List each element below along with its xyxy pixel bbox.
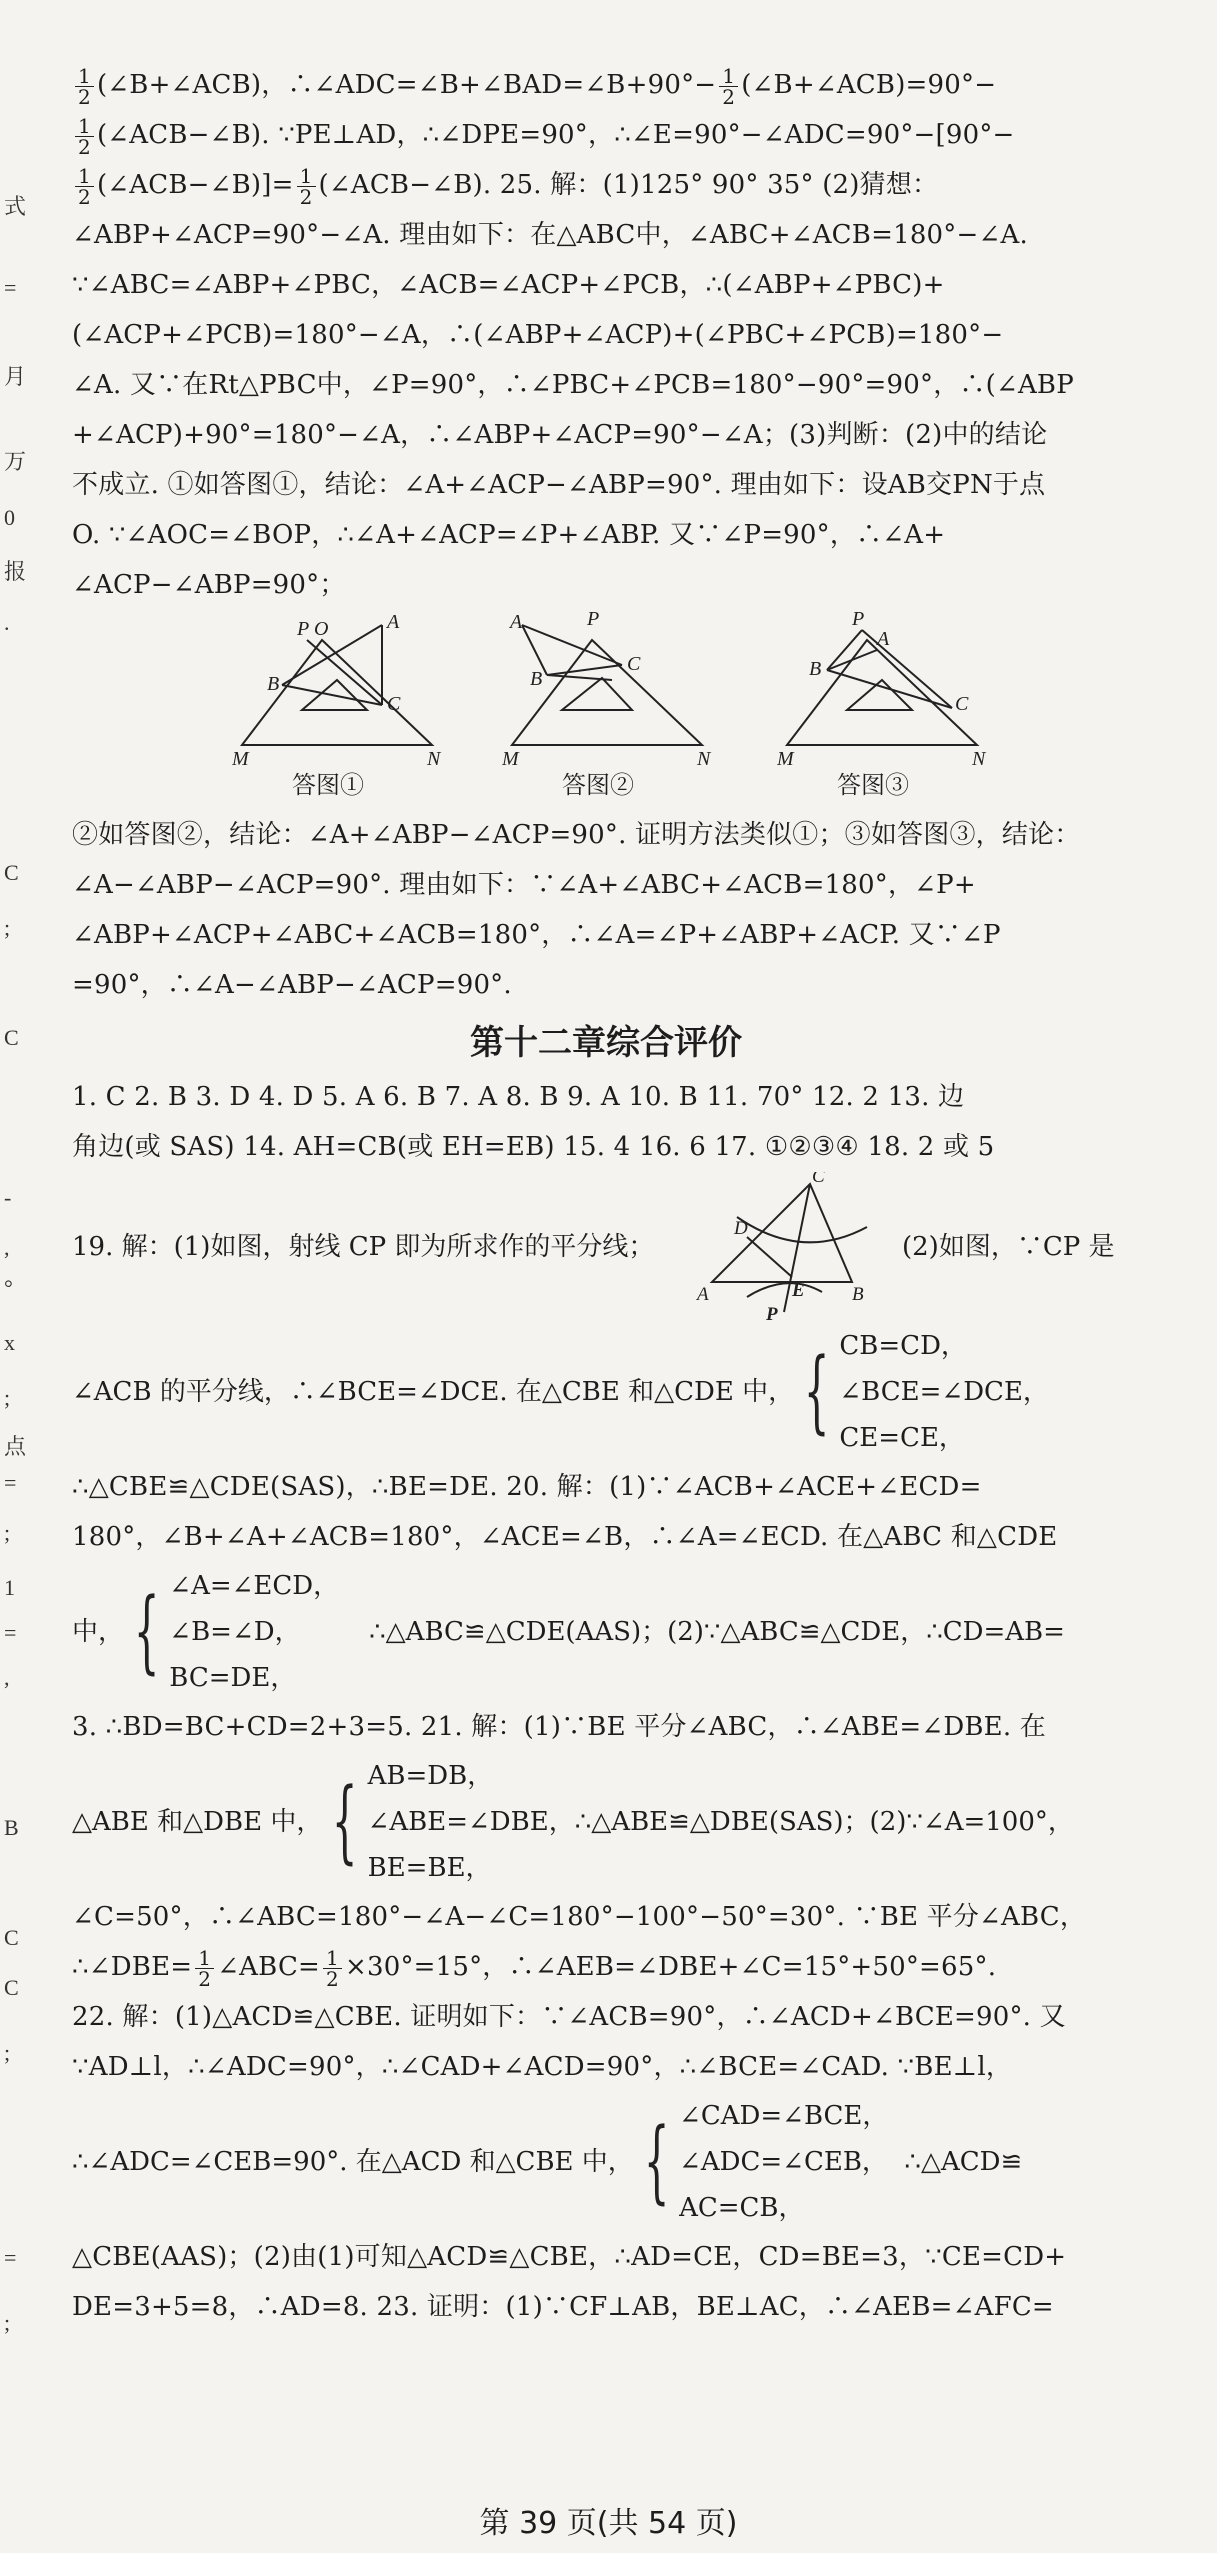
text-seg: ∴∠ADC=∠CEB=90°. 在△ACD 和△CBE 中， — [72, 2147, 634, 2177]
fig3-label-P: P — [852, 610, 865, 630]
margin-char: C — [4, 1025, 19, 1050]
fig3-label-A: A — [877, 628, 890, 650]
text-line: ②如答图②，结论：∠A+∠ABP−∠ACP=90°. 证明方法类似①；③如答图③，结论： — [72, 820, 1081, 850]
figure-2-drawing — [502, 610, 712, 770]
margin-char: 1 — [4, 1575, 15, 1600]
text-seg: ∴△ABC≌△CDE(AAS)；(2)∵△ABC≌△CDE，∴CD=AB= — [369, 1617, 1065, 1647]
figure-1 — [232, 610, 442, 799]
text-seg: ∠ACB 的平分线，∴∠BCE=∠DCE. 在△CBE 和△CDE 中， — [72, 1377, 795, 1407]
answer-line: 1. C 2. B 3. D 4. D 5. A 6. B 7. A 8. B 9. A 10. B 11. 70° 12. 2 13. 边 — [72, 1082, 965, 1112]
equation: ∠BCE=∠DCE， — [839, 1377, 1049, 1407]
fig2-label-N: N — [697, 748, 711, 770]
margin-char: = — [4, 275, 17, 300]
fig2-label-B: B — [530, 668, 543, 690]
fig3-label-C: C — [955, 693, 969, 715]
fraction — [75, 63, 94, 109]
text-line: △CBE(AAS)；(2)由(1)可知△ACD≌△CBE，∴AD=CE，CD=BE=3，∵CE=CD+ — [72, 2242, 1067, 2272]
margin-char: ; — [4, 2040, 11, 2065]
text-line: (∠ACP+∠PCB)=180°−∠A，∴(∠ABP+∠ACP)+(∠PBC+∠PCB)=180°− — [72, 320, 1004, 350]
text-seg: △ABE 和△DBE 中， — [72, 1807, 323, 1837]
fig2-label-C: C — [627, 653, 641, 675]
frac-num: 1 — [75, 116, 94, 137]
left-brace: { — [803, 1339, 830, 1444]
margin-char: 点 — [4, 1434, 27, 1459]
text-seg: (∠ACB−∠B). 25. 解：(1)125° 90° 35° (2)猜想： — [318, 170, 939, 200]
fig3-label-M: M — [777, 748, 794, 770]
answer-line: 角边(或 SAS) 14. AH=CB(或 EH=EB) 15. 4 16. 6 17. ①②③④ 18. 2 或 5 — [72, 1132, 995, 1162]
text-line: ∠A. 又∵在Rt△PBC中，∠P=90°，∴∠PBC+∠PCB=180°−90°=90°，∴(∠ABP — [72, 370, 1074, 400]
text-line: ∵∠ABC=∠ABP+∠PBC，∠ACB=∠ACP+∠PCB，∴(∠ABP+∠PBC)+ — [72, 270, 945, 300]
text-line: 不成立. ①如答图①，结论：∠A+∠ACP−∠ABP=90°. 理由如下：设AB交PN于点 — [72, 470, 1046, 500]
fraction — [195, 1945, 214, 1991]
text-seg: (∠ACB−∠B)]= — [96, 170, 294, 200]
text-line: ∠ABP+∠ACP=90°−∠A. 理由如下：在△ABC中，∠ABC+∠ACB=180°−∠A. — [72, 220, 1028, 250]
chapter-heading: 第十二章综合评价 — [470, 1023, 742, 1063]
figure-1-drawing — [232, 610, 442, 770]
fig3-label-B: B — [809, 658, 822, 680]
equation-system — [839, 1323, 1049, 1461]
frac-den: 2 — [198, 1966, 212, 1991]
text-seg: (∠B+∠ACB)=90°− — [741, 70, 997, 100]
text-seg: (∠ACB−∠B). ∵PE⊥AD，∴∠DPE=90°，∴∠E=90°−∠ADC=90°−[90°− — [96, 120, 1015, 150]
fig19-label-A: A — [697, 1284, 709, 1305]
left-brace: { — [133, 1579, 160, 1684]
fraction — [75, 113, 94, 159]
frac-den: 2 — [722, 84, 736, 109]
text-seg: 中， — [72, 1617, 125, 1647]
text-seg: ∴∠DBE= — [72, 1952, 193, 1982]
margin-char: , — [4, 1665, 10, 1690]
text-line: 180°，∠B+∠A+∠ACB=180°，∠ACE=∠B，∴∠A=∠ECD. 在△ABC 和△CDE — [72, 1522, 1058, 1552]
frac-num: 1 — [719, 66, 738, 87]
margin-char: B — [4, 1815, 19, 1840]
fig1-label-C: C — [387, 693, 401, 715]
text-line: DE=3+5=8，∴AD=8. 23. 证明：(1)∵CF⊥AB，BE⊥AC，∴∠AEB=∠AFC= — [72, 2292, 1054, 2322]
fig19-label-P: P — [766, 1304, 778, 1322]
fraction — [719, 63, 738, 109]
fraction — [75, 163, 94, 209]
figure-19-drawing — [692, 1172, 882, 1322]
frac-num: 1 — [297, 166, 316, 187]
figure-3 — [777, 610, 987, 799]
frac-den: 2 — [78, 84, 91, 109]
q21-system-row — [72, 1752, 1140, 1892]
text-seg: ∴△ACD≌ — [904, 2147, 1023, 2177]
figure-1-caption: 答图① — [292, 771, 364, 799]
equation-system — [169, 1563, 339, 1701]
margin-char: x — [4, 1330, 15, 1355]
frac-num: 1 — [323, 1948, 342, 1969]
fig2-label-P: P — [587, 610, 600, 630]
margin-char: C — [4, 1925, 19, 1950]
figure-19 — [692, 1172, 882, 1339]
equation: ∠B=∠D， — [169, 1617, 301, 1647]
frac-num: 1 — [195, 1948, 214, 1969]
equation: ∠ABE=∠DBE， — [367, 1807, 575, 1837]
margin-char: 月 — [4, 364, 27, 389]
margin-char: C — [4, 1975, 19, 2000]
margin-char: = — [4, 1620, 17, 1645]
fig19-label-C: C — [812, 1172, 825, 1187]
text-line: 22. 解：(1)△ACD≌△CBE. 证明如下：∵∠ACB=90°，∴∠ACD+∠BCE=90°. 又 — [72, 2002, 1066, 2032]
margin-char: . — [4, 610, 10, 635]
equation: CB=CD， — [839, 1331, 967, 1361]
equation: AB=DB， — [367, 1761, 494, 1791]
figure-row — [72, 610, 1140, 810]
frac-num: 1 — [75, 166, 94, 187]
equation: CE=CE， — [839, 1423, 965, 1453]
text-line: ∠A−∠ABP−∠ACP=90°. 理由如下：∵∠A+∠ABC+∠ACB=180°，∠P+ — [72, 870, 976, 900]
text-line: ∠ABP+∠ACP+∠ABC+∠ACB=180°，∴∠A=∠P+∠ABP+∠ACP. 又∵∠P — [72, 920, 1001, 950]
q19-text: 19. 解：(1)如图，射线 CP 即为所求作的平分线； — [72, 1232, 655, 1262]
equation: AC=CB， — [679, 2193, 805, 2223]
fig1-label-A: A — [387, 611, 400, 633]
frac-den: 2 — [299, 184, 313, 209]
text-line: +∠ACP)+90°=180°−∠A，∴∠ABP+∠ACP=90°−∠A；(3)判断：(2)中的结论 — [72, 420, 1048, 450]
figure-2 — [502, 610, 712, 799]
q19-text-cont: (2)如图，∵CP 是 — [902, 1232, 1115, 1262]
equation: BC=DE， — [169, 1663, 297, 1693]
fig1-label-M: M — [232, 748, 249, 770]
figure-3-caption: 答图③ — [837, 771, 909, 799]
text-line: ∠ACP−∠ABP=90°； — [72, 570, 346, 600]
figure-3-drawing — [777, 610, 987, 770]
margin-char: ° — [4, 1275, 13, 1300]
equation-system — [368, 1753, 575, 1891]
text-line — [72, 160, 1140, 210]
left-brace: { — [643, 2109, 670, 2214]
margin-char: ; — [4, 1385, 11, 1410]
margin-char: = — [4, 1470, 17, 1495]
equation: ∠CAD=∠BCE， — [679, 2101, 889, 2131]
margin-char: , — [4, 1235, 10, 1260]
text-line: ∵AD⊥l，∴∠ADC=90°，∴∠CAD+∠ACD=90°，∴∠BCE=∠CAD. ∵BE⊥l， — [72, 2052, 1013, 2082]
text-line — [72, 110, 1140, 160]
fig1-label-B: B — [267, 673, 280, 695]
fig1-label-N: N — [427, 748, 441, 770]
margin-char: ; — [4, 1520, 11, 1545]
text-line: 3. ∴BD=BC+CD=2+3=5. 21. 解：(1)∵BE 平分∠ABC，∴∠ABE=∠DBE. 在 — [72, 1712, 1046, 1742]
fraction — [323, 1945, 342, 1991]
margin-char: 0 — [4, 505, 15, 530]
text-seg: ×30°=15°，∴∠AEB=∠DBE+∠C=15°+50°=65°. — [344, 1952, 997, 1982]
frac-num: 1 — [75, 66, 94, 87]
q22-system-row — [72, 2092, 1140, 2232]
frac-den: 2 — [78, 134, 91, 159]
text-seg: (∠B+∠ACB)，∴∠ADC=∠B+∠BAD=∠B+90°− — [96, 70, 717, 100]
left-margin-bleed — [0, 0, 38, 2553]
q19-system-row — [72, 1322, 1140, 1462]
margin-char: 万 — [4, 449, 27, 474]
equation: ∠A=∠ECD， — [169, 1571, 340, 1601]
fig19-label-B: B — [852, 1284, 864, 1305]
text-seg: ∴△ABE≌△DBE(SAS)；(2)∵∠A=100°， — [574, 1807, 1074, 1837]
margin-char: 式 — [4, 194, 27, 219]
figure-2-caption: 答图② — [562, 771, 634, 799]
text-line: =90°，∴∠A−∠ABP−∠ACP=90°. — [72, 970, 512, 1000]
equation-system — [679, 2093, 888, 2231]
fig19-label-E: E — [792, 1280, 805, 1301]
q20-system-row — [72, 1562, 1140, 1702]
fig3-label-N: N — [972, 748, 986, 770]
frac-den: 2 — [78, 184, 91, 209]
margin-char: ; — [4, 915, 11, 940]
equation: BE=BE， — [367, 1853, 492, 1883]
left-brace: { — [332, 1769, 358, 1874]
text-line — [72, 60, 1140, 110]
equation: ∠ADC=∠CEB， — [679, 2147, 888, 2177]
fig2-label-M: M — [502, 748, 519, 770]
text-line: O. ∵∠AOC=∠BOP，∴∠A+∠ACP=∠P+∠ABP. 又∵∠P=90°，∴∠A+ — [72, 520, 946, 550]
margin-char: C — [4, 860, 19, 885]
text-line — [72, 1942, 1140, 1992]
fig19-label-D: D — [734, 1218, 748, 1239]
text-line: ∠C=50°，∴∠ABC=180°−∠A−∠C=180°−100°−50°=30°. ∵BE 平分∠ABC， — [72, 1902, 1087, 1932]
fig1-label-O: O — [314, 618, 329, 640]
fig1-label-P: P — [297, 618, 310, 640]
text-line: ∴△CBE≌△CDE(SAS)，∴BE=DE. 20. 解：(1)∵∠ACB+∠ACE+∠ECD= — [72, 1472, 982, 1502]
margin-char: = — [4, 2245, 17, 2270]
frac-den: 2 — [326, 1966, 339, 1991]
margin-char: - — [4, 1185, 12, 1210]
margin-char: ; — [4, 2310, 11, 2335]
fraction — [297, 163, 316, 209]
answer-page — [72, 60, 1140, 2332]
text-seg: ∠ABC= — [217, 1952, 321, 1982]
page-footer: 第 39 页(共 54 页) — [479, 2506, 738, 2541]
margin-char: 报 — [4, 559, 27, 584]
question-19-row — [72, 1172, 1140, 1322]
fig2-label-A: A — [510, 611, 523, 633]
